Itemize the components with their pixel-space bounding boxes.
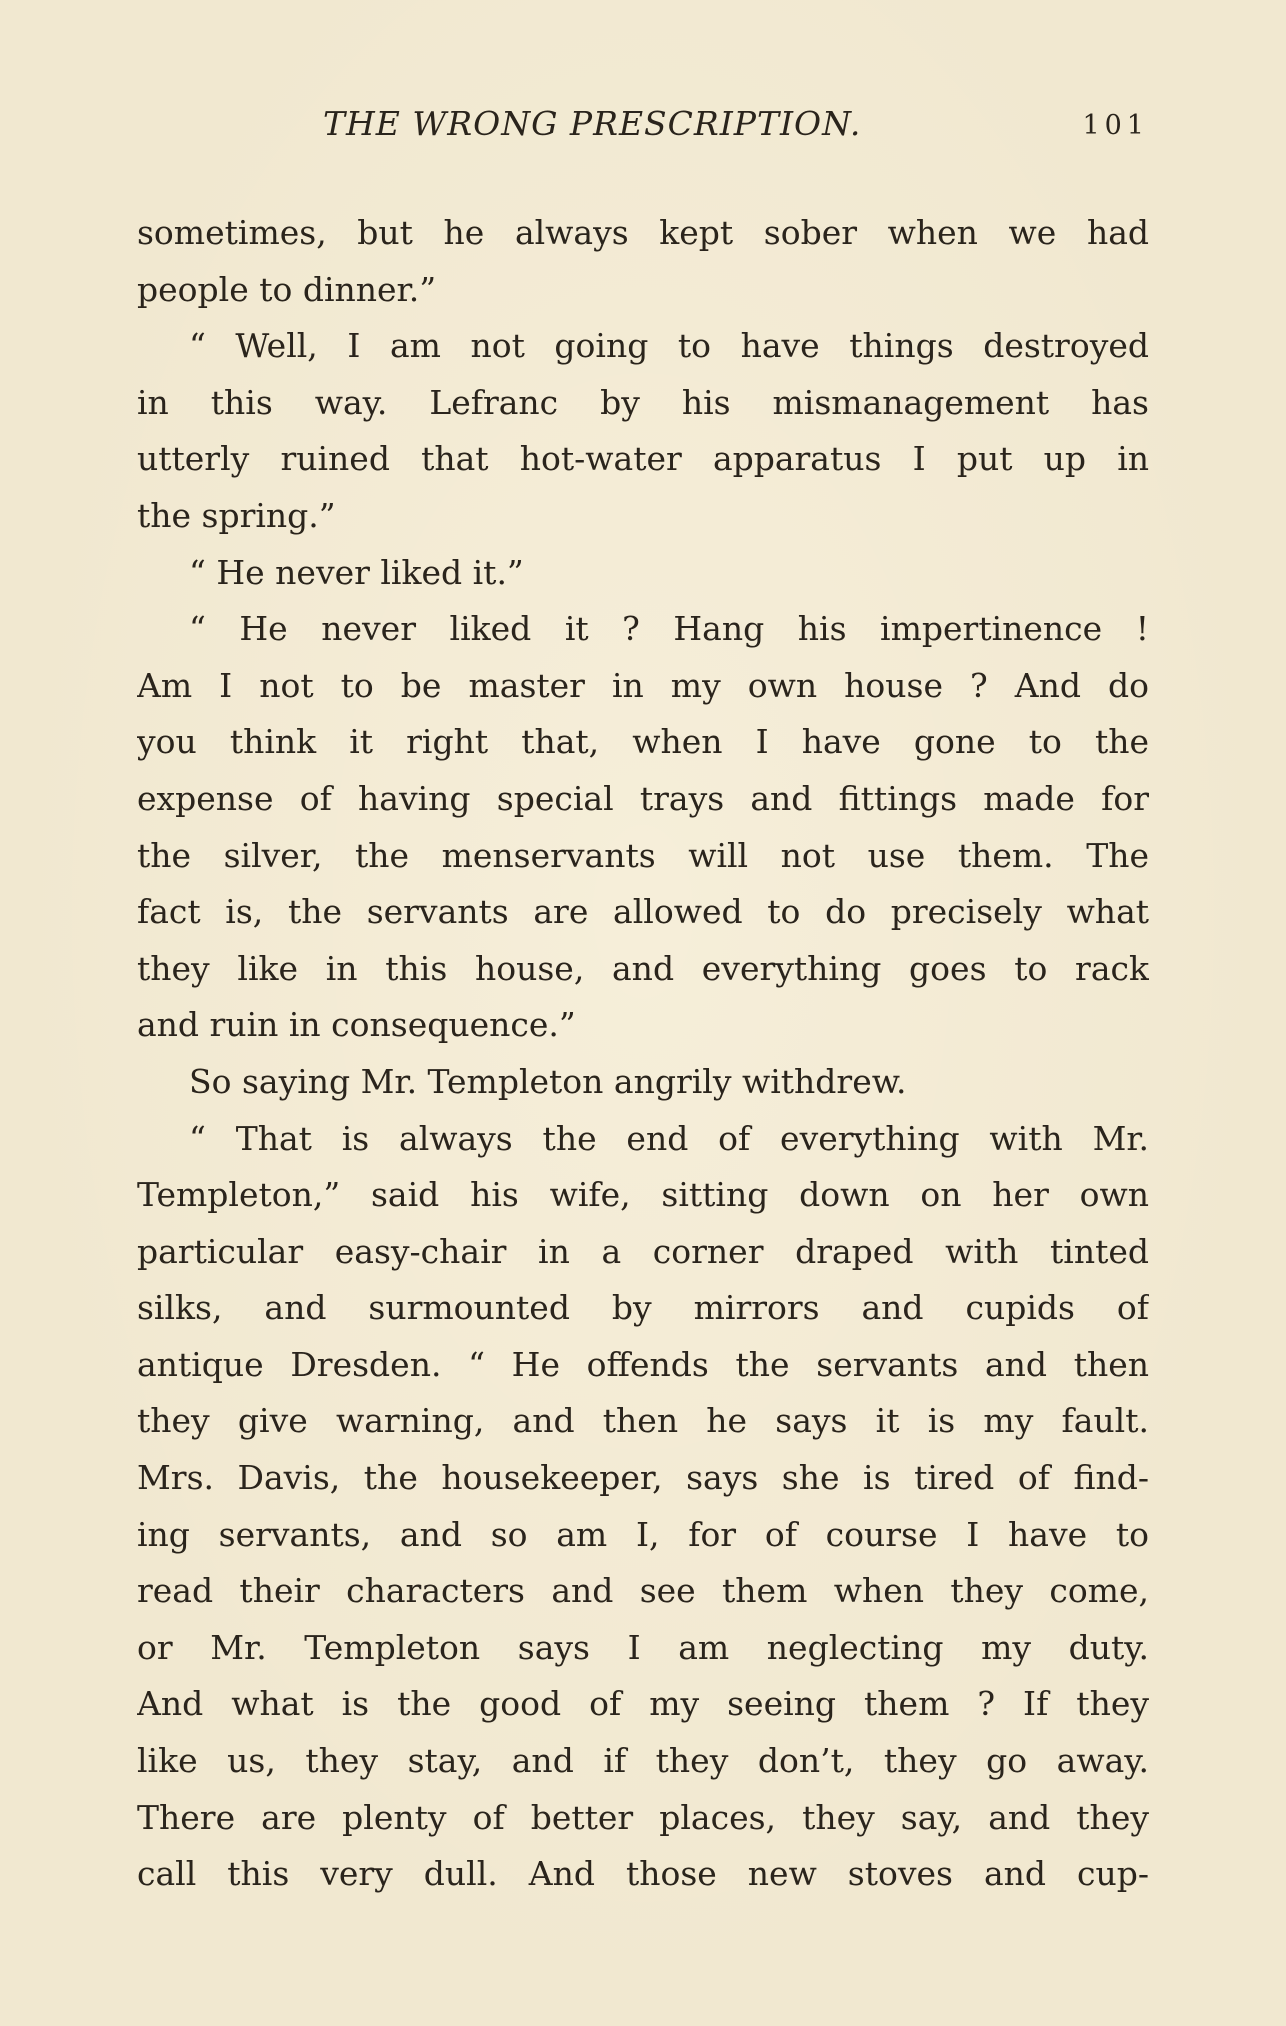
- text-line: like us, they stay, and if they don’t, they go away.: [137, 1741, 1149, 1781]
- text-line: the silver, the menservants will not use them. The: [137, 835, 1149, 875]
- text-line: And what is the good of my seeing them ? If they: [137, 1684, 1149, 1724]
- text-line: sometimes, but he always kept sober when we had: [137, 213, 1149, 252]
- text-line: call this very dull. And those new stoves and cup-: [137, 1854, 1149, 1894]
- text-line: they give warning, and then he says it is my fault.: [137, 1401, 1149, 1441]
- text-line: ing servants, and so am I, for of course I have to: [137, 1514, 1149, 1554]
- text-line: expense of having special trays and fittings made for: [137, 778, 1149, 818]
- text-line: utterly ruined that hot-water apparatus I put up in: [137, 439, 1149, 479]
- text-line: “ He never liked it ? Hang his impertinence !: [189, 609, 1149, 649]
- text-line: read their characters and see them when they come,: [137, 1571, 1149, 1611]
- text-line: fact is, the servants are allowed to do precisely what: [137, 892, 1149, 932]
- text-line: silks, and surmounted by mirrors and cupids of: [137, 1288, 1149, 1328]
- text-line: they like in this house, and everything goes to rack: [137, 948, 1149, 988]
- body-text: [137, 205, 1149, 1903]
- text-line: particular easy-chair in a corner draped with tinted: [137, 1231, 1149, 1271]
- text-line: “ Well, I am not going to have things destroyed: [189, 326, 1149, 366]
- text-line: “ That is always the end of everything with Mr.: [189, 1118, 1149, 1158]
- text-line: Am I not to be master in my own house ? And do: [137, 665, 1149, 705]
- text-line: you think it right that, when I have gone to the: [137, 722, 1149, 762]
- text-line: and ruin in consequence.”: [137, 1005, 576, 1045]
- text-line: the spring.”: [137, 495, 336, 535]
- text-line: Mrs. Davis, the housekeeper, says she is tired of find-: [137, 1458, 1149, 1498]
- text-line: in this way. Lefranc by his mismanagement has: [137, 382, 1149, 422]
- text-line: people to dinner.”: [137, 269, 437, 309]
- text-line: Templeton,” said his wife, sitting down on her own: [137, 1175, 1149, 1215]
- page-header: [137, 104, 1149, 154]
- text-line: antique Dresden. “ He offends the servants and then: [137, 1344, 1149, 1384]
- running-title: THE WRONG PRESCRIPTION.: [323, 104, 862, 143]
- text-line: So saying Mr. Templeton angrily withdrew.: [189, 1061, 907, 1101]
- page-number: 101: [1082, 110, 1149, 141]
- text-line: There are plenty of better places, they say, and they: [137, 1797, 1149, 1837]
- text-line: “ He never liked it.”: [189, 552, 524, 592]
- text-line: or Mr. Templeton says I am neglecting my duty.: [137, 1627, 1149, 1667]
